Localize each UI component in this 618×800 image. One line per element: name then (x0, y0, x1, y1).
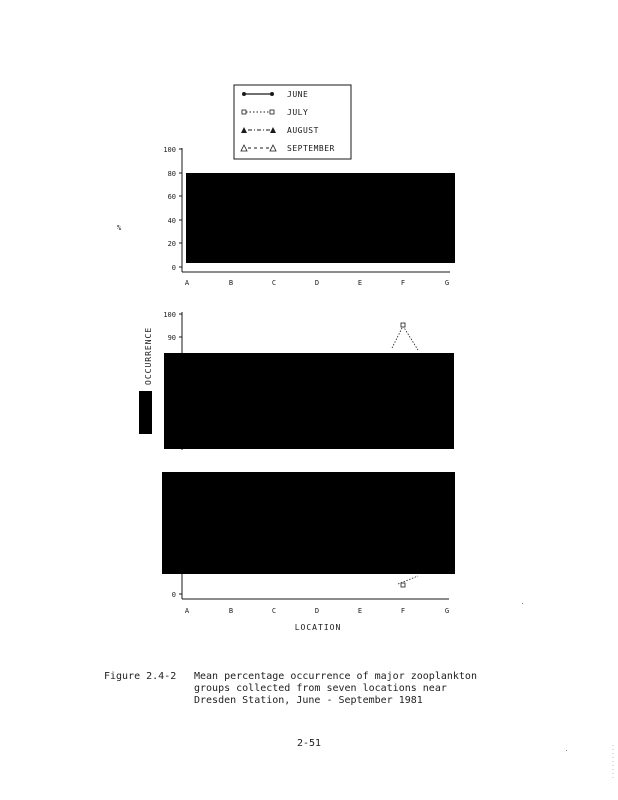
bottom-xtick-label: F (400, 607, 406, 615)
bottom-redaction-block (162, 472, 455, 574)
bottom-xtick-label: G (444, 607, 450, 615)
filled-triangle-marker (270, 127, 276, 133)
open-square-marker (270, 110, 274, 114)
open-triangle-marker (241, 145, 247, 151)
legend-item-september (241, 144, 335, 153)
july-marker-f (401, 323, 405, 327)
top-ytick-label: 60 (167, 193, 176, 201)
filled-circle-marker (242, 92, 246, 96)
top-x-ticks (185, 279, 449, 287)
top-side-label: % (117, 224, 122, 232)
july-marker-low-f (401, 583, 405, 587)
legend-item-june (242, 90, 308, 99)
x-axis-title: LOCATION (294, 623, 342, 632)
filled-circle-marker (270, 92, 274, 96)
legend-label-july: JULY (287, 108, 309, 117)
top-y-ticks (163, 146, 182, 272)
open-triangle-marker (270, 145, 276, 151)
bottom-panel (162, 472, 455, 632)
legend-item-august (241, 126, 319, 135)
y-axis-title: OCCURRENCE (144, 326, 153, 385)
top-redaction-block (186, 173, 455, 263)
legend-label-september: SEPTEMBER (287, 144, 335, 153)
page-number: 2-51 (297, 738, 322, 749)
bottom-ytick-label: 0 (171, 591, 176, 599)
top-panel (117, 146, 455, 287)
legend-label-august: AUGUST (287, 126, 319, 135)
middle-ytick-label: 100 (163, 311, 176, 319)
top-xtick-label: B (228, 279, 234, 287)
middle-redaction-block (164, 353, 454, 449)
filled-triangle-marker (241, 127, 247, 133)
open-square-marker (242, 110, 246, 114)
bottom-xtick-label: D (314, 607, 320, 615)
bottom-xtick-label: A (184, 607, 190, 615)
top-xtick-label: G (444, 279, 450, 287)
top-ytick-label: 40 (167, 217, 176, 225)
top-ytick-label: 100 (163, 146, 176, 154)
top-ytick-label: 0 (171, 264, 176, 272)
figure-caption-text: Mean percentage occurrence of major zooplankton groups collected from seven locations near Dresden Station, June - September 1981 (194, 671, 477, 706)
legend-item-july (242, 108, 308, 117)
middle-panel (163, 311, 454, 450)
side-redaction-block (139, 391, 152, 434)
bottom-low-markers (398, 576, 418, 587)
top-ytick-label: 20 (167, 240, 176, 248)
bottom-x-ticks (185, 607, 449, 615)
middle-ytick-label: 90 (167, 334, 176, 342)
top-xtick-label: D (314, 279, 320, 287)
bottom-xtick-label: E (357, 607, 363, 615)
top-xtick-label: A (184, 279, 190, 287)
top-ytick-label: 80 (167, 170, 176, 178)
scan-marks (522, 603, 613, 780)
bottom-xtick-label: C (271, 607, 277, 615)
top-xtick-label: F (400, 279, 406, 287)
figure-caption-label: Figure 2.4-2 (104, 671, 177, 682)
bottom-xtick-label: B (228, 607, 234, 615)
legend (234, 85, 351, 159)
top-xtick-label: C (271, 279, 277, 287)
top-xtick-label: E (357, 279, 363, 287)
middle-july-peak (392, 323, 418, 350)
legend-label-june: JUNE (287, 90, 309, 99)
